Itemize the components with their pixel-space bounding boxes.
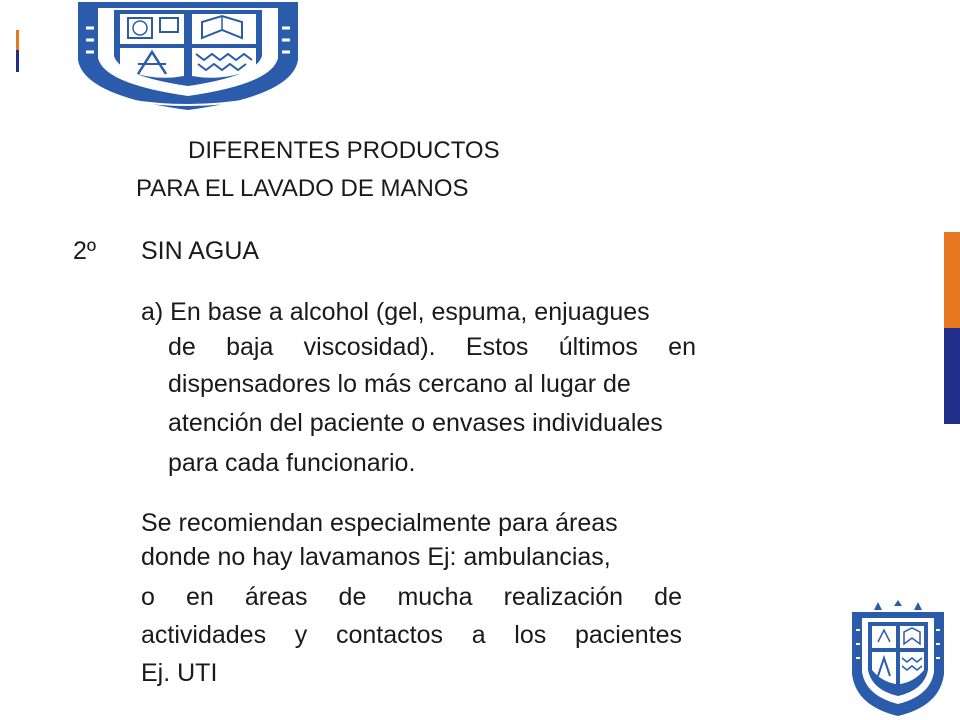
recommendation-line-4: actividades y contactos a los pacientes: [141, 621, 682, 649]
section-number: 2º: [73, 237, 97, 265]
right-accent-navy: [944, 328, 960, 424]
left-accent-orange: [16, 30, 19, 50]
recommendation-line-3: o en áreas de mucha realización de: [141, 583, 682, 611]
university-seal-top: [76, 0, 300, 112]
recommendation-line-2: donde no hay lavamanos Ej: ambulancias,: [141, 543, 611, 571]
item-a-line-3: dispensadores lo más cercano al lugar de: [168, 370, 631, 398]
item-a-line-4: atención del paciente o envases individuales: [168, 409, 663, 437]
item-a-line-5: para cada funcionario.: [168, 449, 416, 477]
item-a-line-1: a) En base a alcohol (gel, espuma, enjuagues: [141, 298, 650, 326]
item-a-line-2: de baja viscosidad). Estos últimos en: [168, 333, 696, 361]
left-accent-navy: [16, 50, 19, 72]
section-heading: SIN AGUA: [141, 237, 260, 265]
seal-quadrant-book-icon: [120, 14, 184, 44]
slide-title-line-2: PARA EL LAVADO DE MANOS: [136, 175, 469, 202]
right-accent-orange: [944, 232, 960, 328]
seal-quadrant-open-book-icon: [192, 14, 256, 44]
recommendation-line-5: Ej. UTI: [141, 659, 218, 687]
slide-title-line-1: DIFERENTES PRODUCTOS: [188, 137, 500, 164]
recommendation-line-1: Se recomiendan especialmente para áreas: [141, 509, 618, 537]
left-accent-bar: [16, 30, 19, 72]
university-seal-bottom: [848, 600, 948, 718]
right-accent-bar: [944, 232, 960, 424]
